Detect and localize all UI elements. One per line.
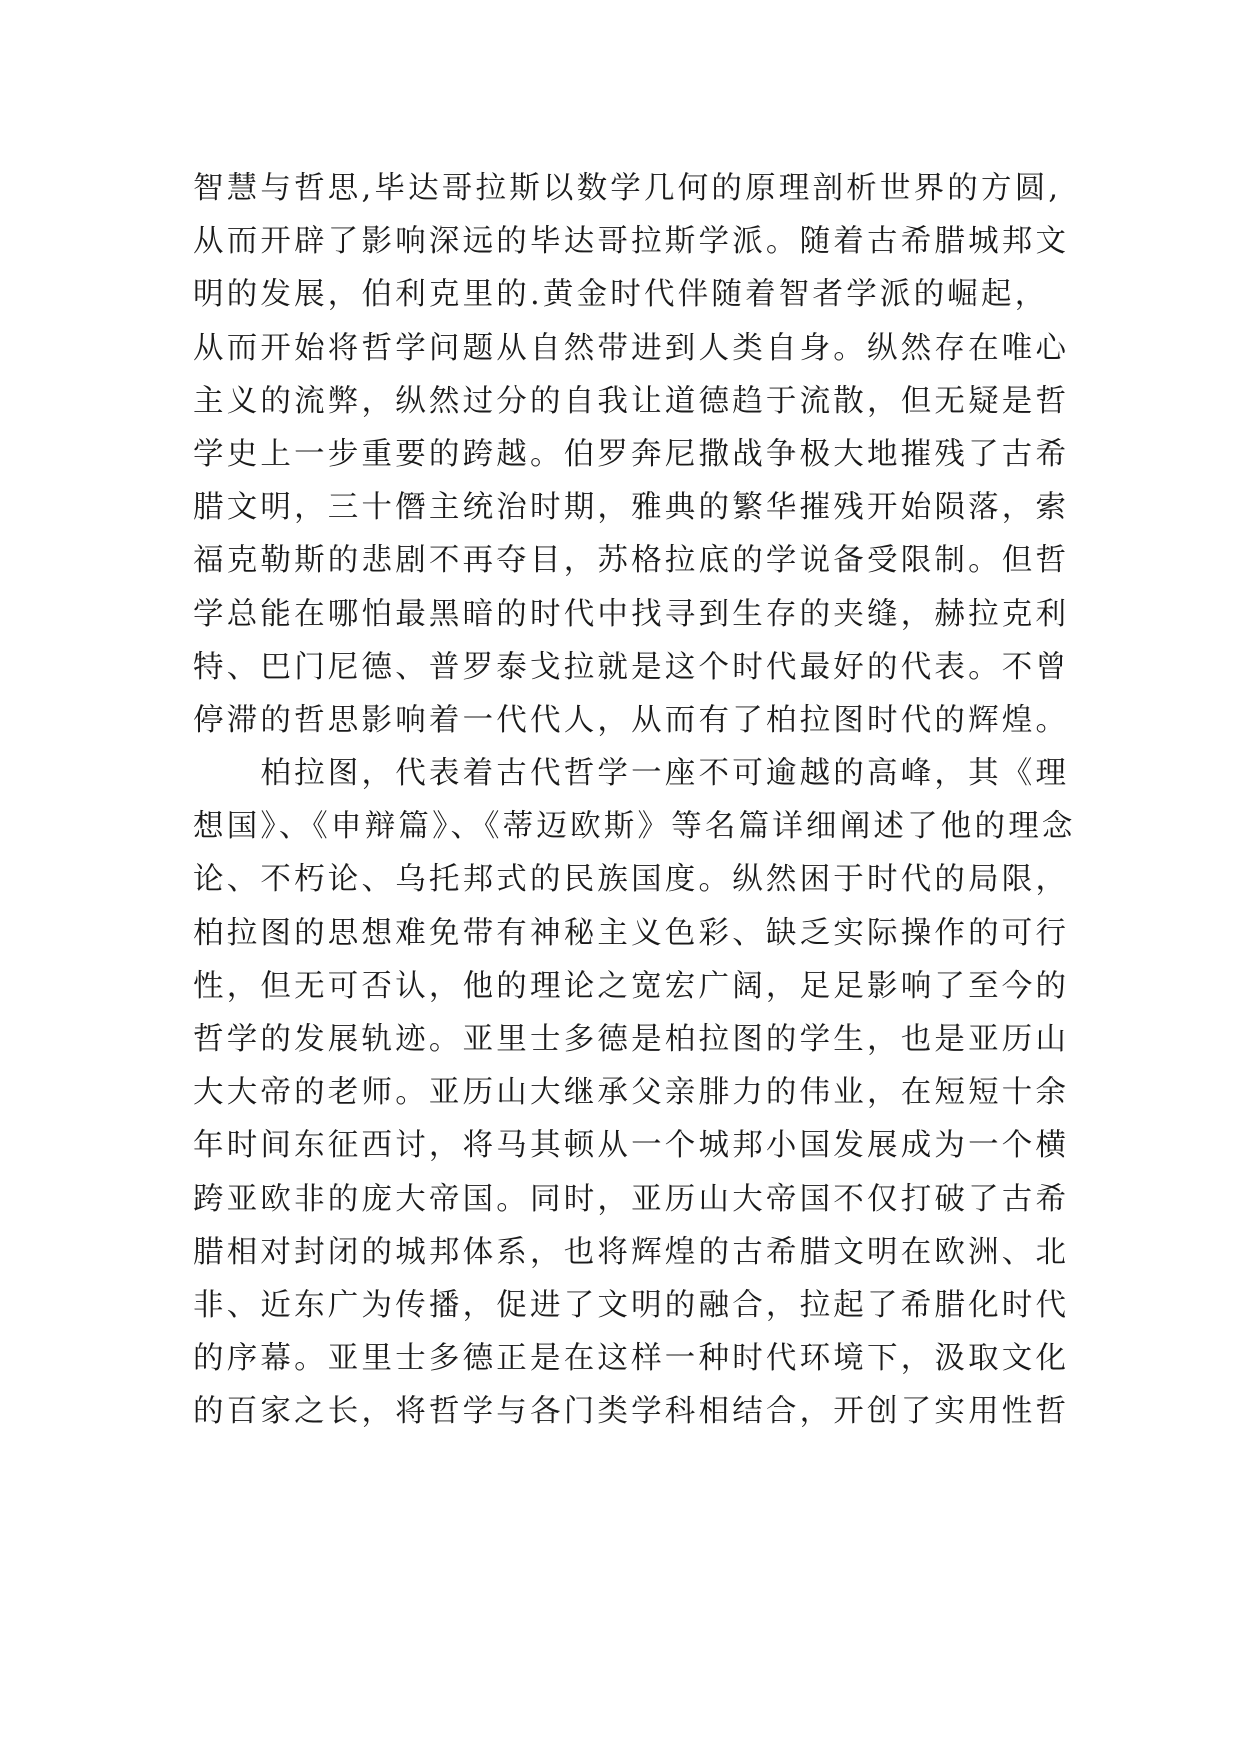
text-line: 学总能在哪怕最黑暗的时代中找寻到生存的夹缝，赫拉克利: [193, 596, 1070, 632]
text-line: 想国》、《申辩篇》、《蒂迈欧斯》等名篇详细阐述了他的理念: [193, 809, 1076, 845]
text-line: 的序幕。亚里士多德正是在这样一种时代环境下，汲取文化: [193, 1341, 1070, 1377]
body-text: [193, 162, 1093, 1439]
text-line: 从而开辟了影响深远的毕达哥拉斯学派。随着古希腊城邦文: [193, 224, 1070, 260]
text-line: 学史上一步重要的跨越。伯罗奔尼撒战争极大地摧残了古希: [193, 436, 1070, 472]
text-line: 跨亚欧非的庞大帝国。同时，亚历山大帝国不仅打破了古希: [193, 1181, 1070, 1217]
text-line: 明的发展，伯利克里的.黄金时代伴随着智者学派的崛起，: [193, 277, 1049, 313]
text-line: 主义的流弊，纵然过分的自我让道德趋于流散，但无疑是哲: [193, 383, 1070, 419]
text-line: 特、巴门尼德、普罗泰戈拉就是这个时代最好的代表。不曾: [193, 649, 1070, 685]
text-line: 柏拉图的思想难免带有神秘主义色彩、缺乏实际操作的可行: [193, 915, 1070, 951]
text-line: 性，但无可否认，他的理论之宽宏广阔，足足影响了至今的: [193, 968, 1070, 1004]
text-line: 的百家之长，将哲学与各门类学科相结合，开创了实用性哲: [193, 1394, 1070, 1430]
text-line: 腊相对封闭的城邦体系，也将辉煌的古希腊文明在欧洲、北: [193, 1234, 1070, 1270]
text-line: 从而开始将哲学问题从自然带进到人类自身。纵然存在唯心: [193, 330, 1070, 366]
text-line: 福克勒斯的悲剧不再夺目，苏格拉底的学说备受限制。但哲: [193, 543, 1070, 579]
text-line: 腊文明，三十僭主统治时期，雅典的繁华摧残开始陨落，索: [193, 490, 1070, 526]
text-line: 大大帝的老师。亚历山大继承父亲腓力的伟业，在短短十余: [193, 1075, 1070, 1111]
text-line: 论、不朽论、乌托邦式的民族国度。纵然困于时代的局限，: [193, 862, 1070, 898]
text-line: 智慧与哲思,毕达哥拉斯以数学几何的原理剖析世界的方圆,: [193, 171, 1062, 206]
text-line: 非、近东广为传播，促进了文明的融合，拉起了希腊化时代: [193, 1287, 1070, 1323]
paragraph-start-line: 柏拉图，代表着古代哲学一座不可逾越的高峰，其《理: [193, 756, 1070, 792]
text-line: 停滞的哲思影响着一代代人，从而有了柏拉图时代的辉煌。: [193, 702, 1070, 738]
text-line: 年时间东征西讨，将马其顿从一个城邦小国发展成为一个横: [193, 1128, 1070, 1164]
text-line: 哲学的发展轨迹。亚里士多德是柏拉图的学生，也是亚历山: [193, 1022, 1070, 1057]
